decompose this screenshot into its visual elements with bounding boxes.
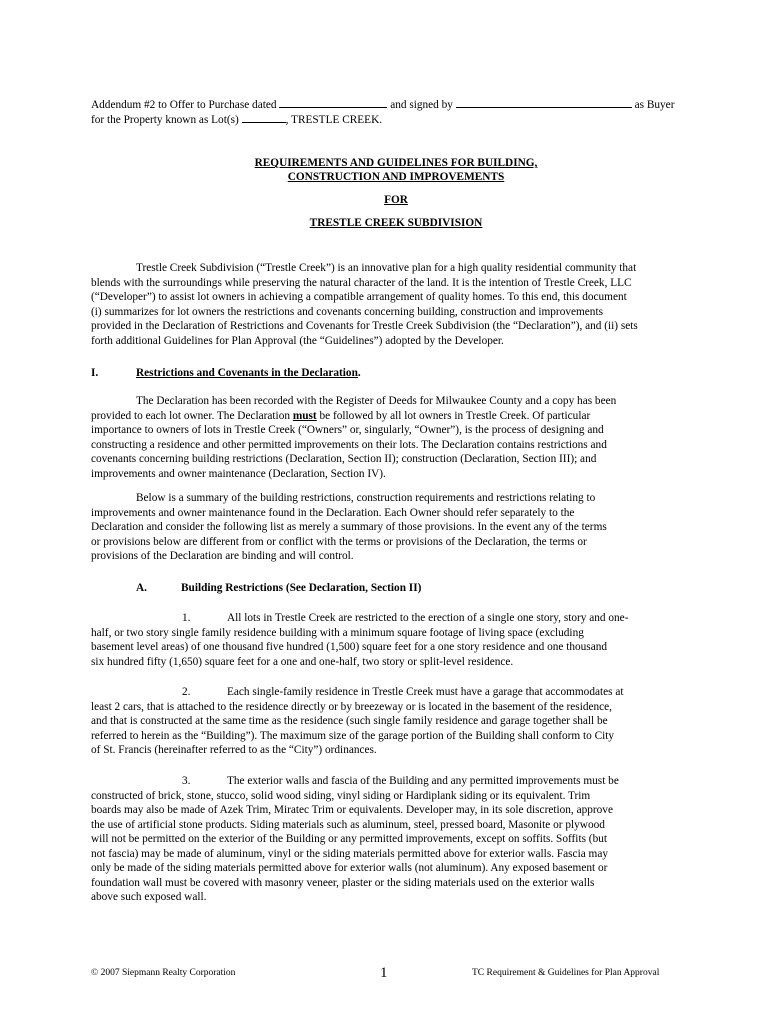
p1-text: be followed by all lot owners in Trestle Creek. Of particular <box>316 409 591 422</box>
subsection-a-heading: Building Restrictions (See Declaration, Section II) <box>181 582 422 594</box>
item-2-line: least 2 cars, that is attached to the residence directly or by breezeway or is located in the basement of the residence, <box>91 700 613 713</box>
footer-document-title: TC Requirement & Guidelines for Plan Approval <box>472 968 660 978</box>
item-2-number: 2. <box>182 686 191 698</box>
section-1-heading-text: Restrictions and Covenants in the Declaration <box>136 367 358 379</box>
item-3-line: boards may also be made of Azek Trim, Miratec Trim or equivalents. Developer may, in its sole discretion, approve <box>91 804 613 816</box>
intro-line: provided in the Declaration of Restrictions and Covenants for Trestle Creek Subdivision (the “Declaration”), and (ii) sets <box>91 320 638 332</box>
section-1-p2-line: Below is a summary of the building restrictions, construction requirements and restrictions relating to <box>136 492 596 504</box>
item-3-number: 3. <box>182 775 191 787</box>
item-3-line: will not be permitted on the exterior of the Building or any permitted improvements, except on soffits. Soffits (but <box>91 833 608 845</box>
title-line-4: TRESTLE CREEK SUBDIVISION <box>309 217 483 229</box>
section-1-p1-line: covenants concerning building restrictions (Declaration, Section II); construction (Declaration, Section III); and <box>91 453 597 465</box>
item-1-text: All lots in Trestle Creek are restricted to the erection of a single one story, story and one- <box>227 612 629 624</box>
item-1-line: half, or two story single family residence building with a minimum square footage of living space (excluding <box>91 626 584 639</box>
addendum-property-label: for the Property known as Lot(s) <box>91 114 239 126</box>
section-1-paragraph-1 <box>91 394 671 481</box>
item-3-line: constructed of brick, stone, stucco, solid wood siding, vinyl siding or Hardiplank siding or its equivalent. Trim <box>91 789 591 802</box>
title-line-1: REQUIREMENTS AND GUIDELINES FOR BUILDING, <box>254 157 538 169</box>
addendum-subdivision-label: , TRESTLE CREEK. <box>285 114 383 126</box>
item-2-line: referred to herein as the “Building”). The maximum size of the garage portion of the Building shall conform to City <box>91 729 615 742</box>
item-1 <box>91 611 671 669</box>
item-2-line: and that is constructed at the same time as the residence (such single family residence and garage together shall be <box>91 715 608 727</box>
addendum-buyer-label: as Buyer <box>634 99 675 111</box>
item-3-text: The exterior walls and fascia of the Building and any permitted improvements must be <box>227 775 619 787</box>
item-3-line: above such exposed wall. <box>91 891 207 903</box>
section-1-heading-period: . <box>357 367 361 379</box>
section-1-p2-line: improvements and owner maintenance found in the Declaration. Each Owner should refer separately to the <box>91 506 575 519</box>
section-1-p2-line: or provisions below are different from or conflict with the terms or provisions of the Declaration, the terms or <box>91 535 587 548</box>
addendum-dated-label: Addendum #2 to Offer to Purchase dated <box>91 99 277 111</box>
section-1-p1-line: improvements and owner maintenance (Declaration, Section IV). <box>91 467 386 480</box>
section-1-p2-line: provisions of the Declaration are binding and will control. <box>91 550 354 562</box>
intro-line: (“Developer”) to assist lot owners in achieving a compatible arrangement of quality homes. To this end, this document <box>91 291 627 303</box>
section-1-p1-line: constructing a residence and other permitted improvements on their lots. The Declaration contains restrictions and <box>91 438 607 451</box>
item-1-line: basement level areas) of one thousand five hundred (1,500) square feet for a one story residence and one thousand <box>91 641 608 653</box>
footer-copyright: © 2007 Siepmann Realty Corporation <box>91 968 236 978</box>
title-line-2: CONSTRUCTION AND IMPROVEMENTS <box>287 171 505 183</box>
section-1-p1-line: The Declaration has been recorded with the Register of Deeds for Milwaukee County and a copy has been <box>136 395 617 407</box>
section-1-number: I. <box>91 367 99 379</box>
buyer-blank-field[interactable] <box>456 97 632 108</box>
p1-text: provided to each lot owner. The Declaration <box>91 409 293 422</box>
item-3-line: the use of artificial stone products. Siding materials such as aluminum, steel, pressed board, Masonite or plywood <box>91 818 605 831</box>
addendum-line-1 <box>91 97 674 113</box>
item-1-number: 1. <box>182 612 191 624</box>
item-1-line: six hundred fifty (1,650) square feet for a one and one-half, two story or split-level residence. <box>91 655 514 668</box>
intro-line: Trestle Creek Subdivision (“Trestle Creek”) is an innovative plan for a high quality residential community that <box>136 262 637 274</box>
intro-line: forth additional Guidelines for Plan Approval (the “Guidelines”) adopted by the Developer. <box>91 334 504 347</box>
item-3-line: foundation wall must be covered with masonry veneer, plaster or the siding materials used on the exterior walls <box>91 876 595 889</box>
lot-blank-field[interactable] <box>242 112 286 123</box>
item-2 <box>91 685 671 758</box>
item-3-line: not fascia) may be made of aluminum, vinyl or the siding materials permitted above for exterior walls. Fascia may <box>91 847 608 860</box>
section-1-p2-line: Declaration and consider the following list as merely a summary of those provisions. In the event any of the terms <box>91 521 607 533</box>
section-1-p1-line <box>91 409 671 424</box>
subsection-a-letter: A. <box>136 582 147 594</box>
page-number: 1 <box>380 965 388 981</box>
item-3-first-line <box>91 774 671 789</box>
item-3 <box>91 774 671 905</box>
section-1-p1-line: importance to owners of lots in Trestle Creek (“Owners” or, singularly, “Owner”), is the process of designing and <box>91 424 604 436</box>
addendum-line-2 <box>91 112 382 128</box>
intro-line: blends with the surroundings while preserving the natural character of the land. It is the intention of Trestle Creek, LLC <box>91 276 632 289</box>
item-2-first-line <box>91 685 671 700</box>
item-2-line: of St. Francis (hereinafter referred to as the “City”) ordinances. <box>91 744 377 756</box>
addendum-signed-label: and signed by <box>390 99 453 111</box>
intro-paragraph <box>91 261 671 348</box>
section-1-heading <box>136 366 361 381</box>
intro-line: (i) summarizes for lot owners the restrictions and covenants concerning building, construction and improvements <box>91 305 603 318</box>
date-blank-field[interactable] <box>279 97 387 108</box>
item-3-line: only be made of the siding materials permitted above for exterior walls (not aluminum). Any exposed basement or <box>91 862 608 874</box>
must-emphasis: must <box>292 409 317 422</box>
section-1-paragraph-2 <box>91 491 671 564</box>
title-line-3: FOR <box>384 194 408 206</box>
item-2-text: Each single-family residence in Trestle Creek must have a garage that accommodates at <box>227 686 624 698</box>
item-1-first-line <box>91 611 671 626</box>
